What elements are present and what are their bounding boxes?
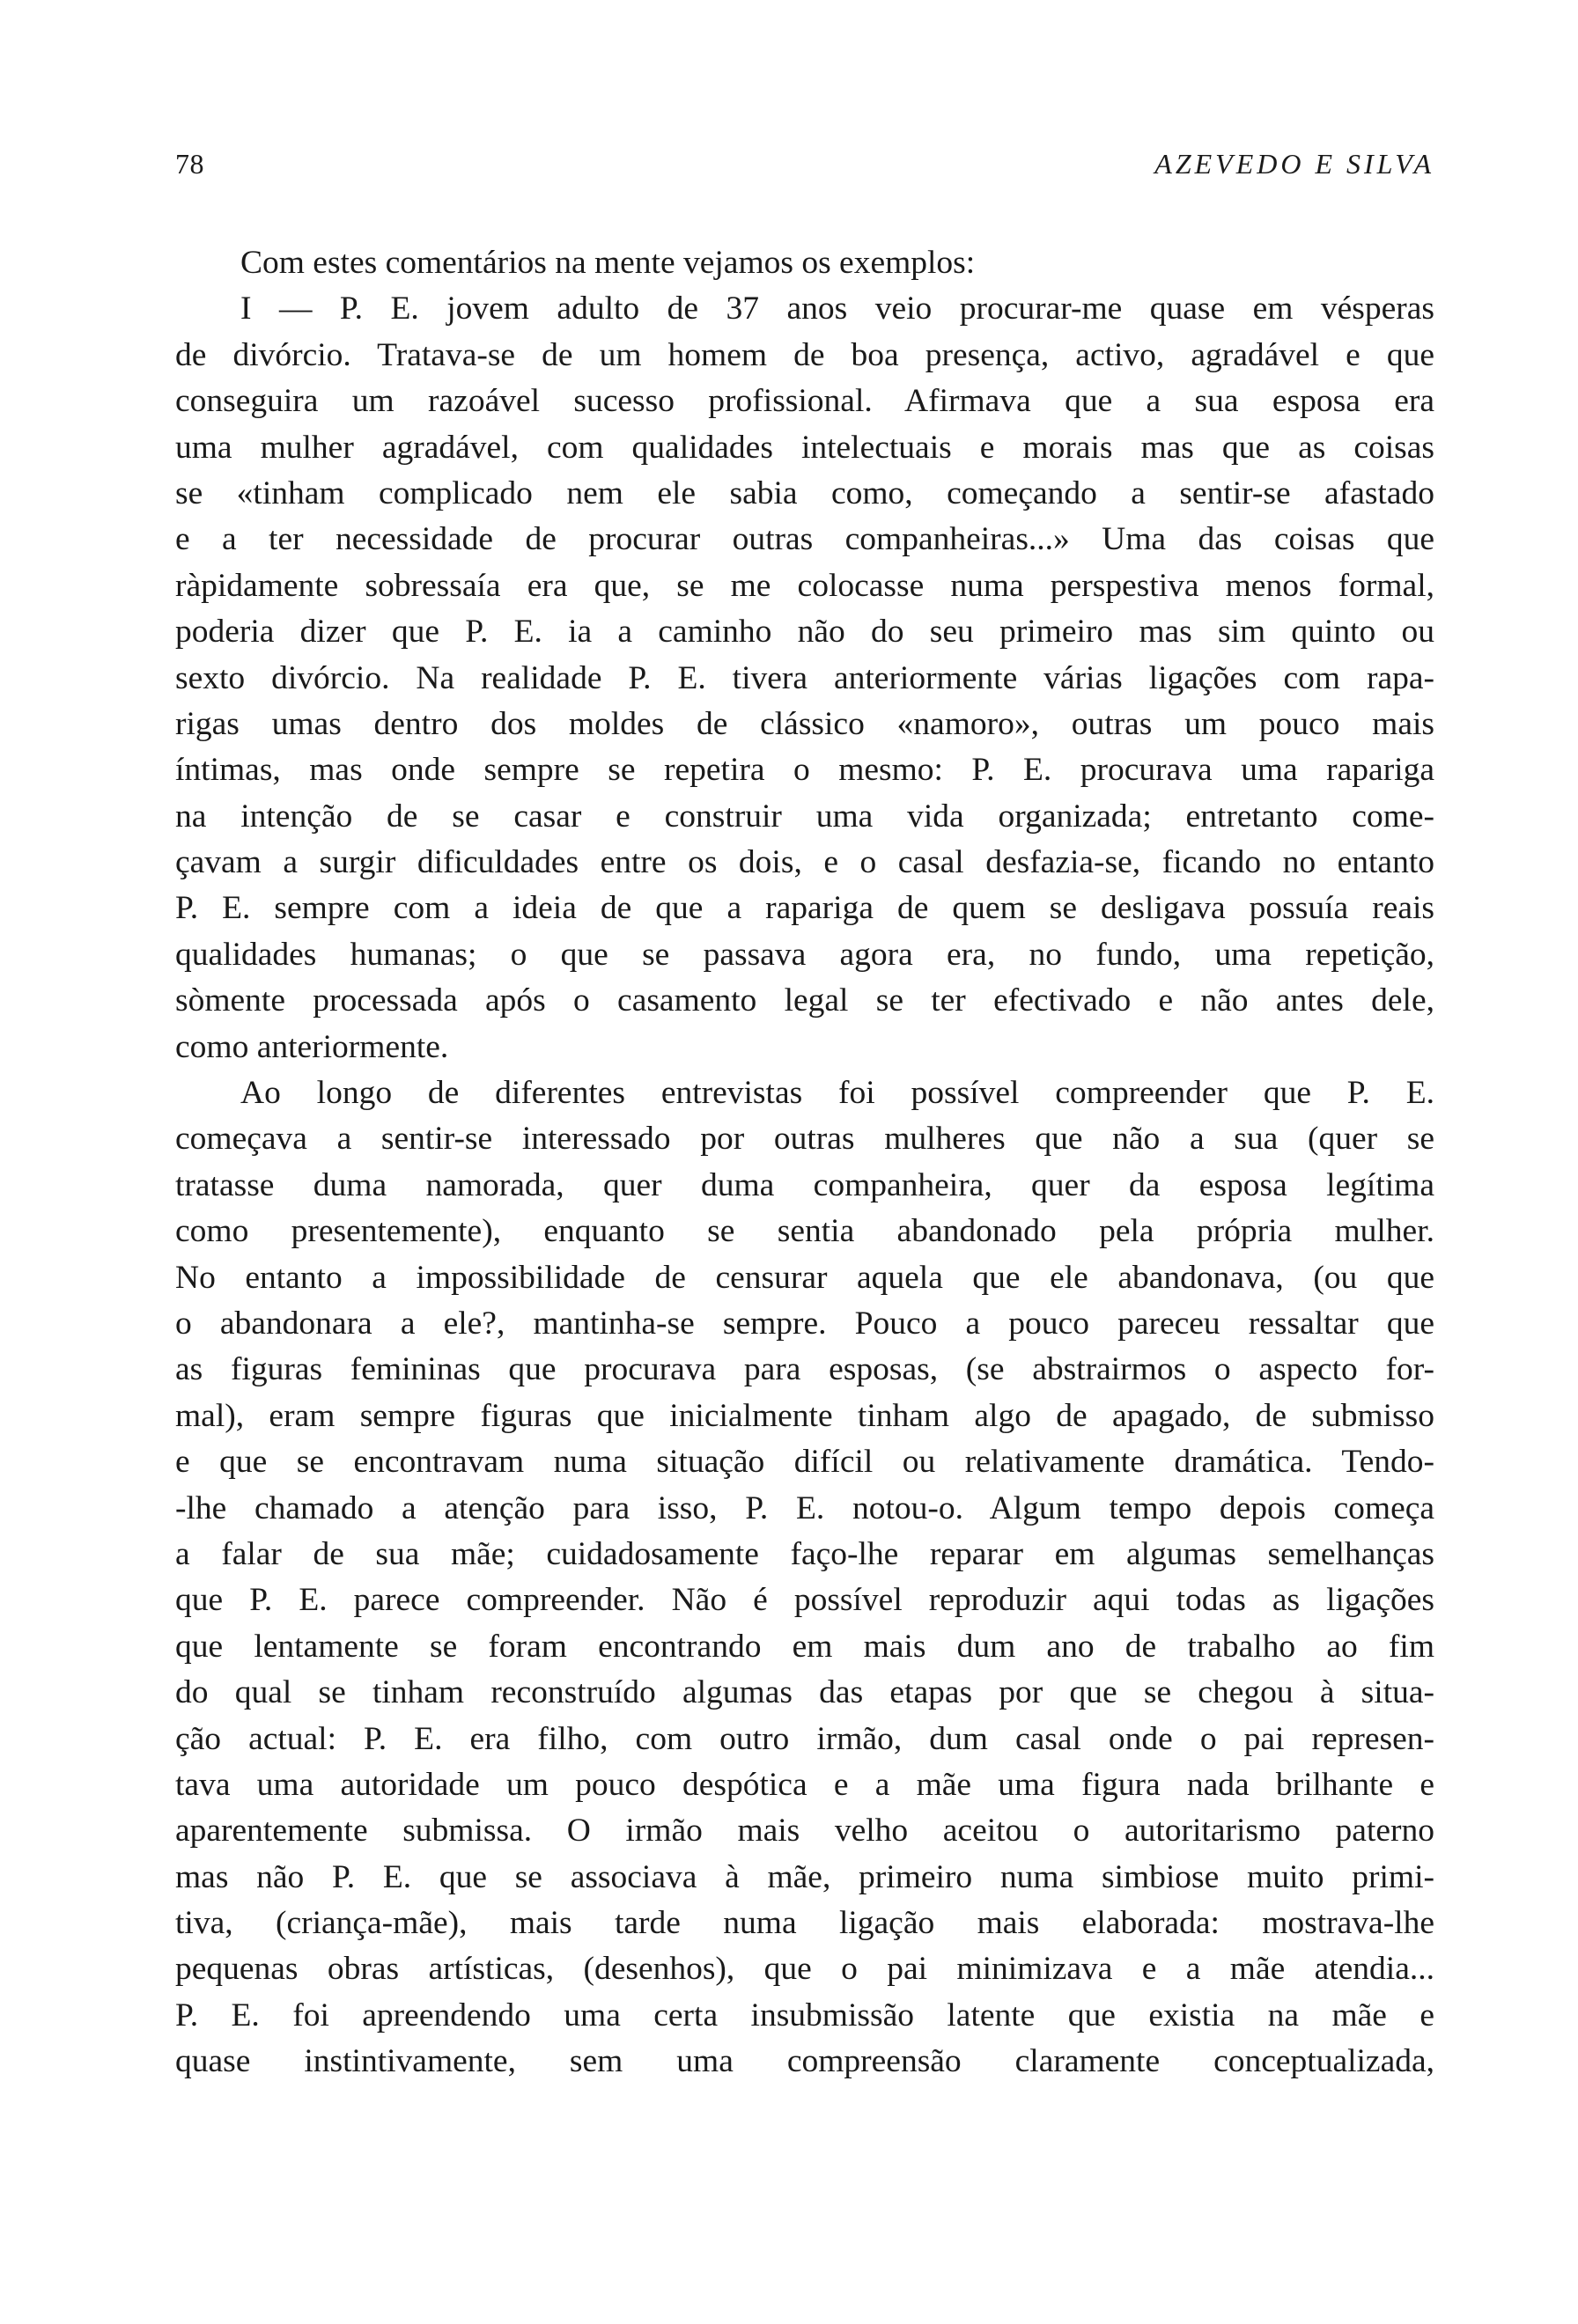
text-line: Ao longo de diferentes entrevistas foi possível compreender que P. E. [240, 1075, 1434, 1112]
text-line: mas não P. E. que se associava à mãe, primeiro numa simbiose muito primi- [175, 1858, 1434, 1895]
text-line: e que se encontravam numa situação difícil ou relativamente dramática. Tendo- [175, 1444, 1434, 1481]
text-line: que P. E. parece compreender. Não é possível reproduzir aqui todas as ligações [175, 1582, 1434, 1619]
text-line: P. E. sempre com a ideia de que a rapariga de quem se desligava possuía reais [175, 890, 1434, 927]
page-number: 78 [175, 148, 204, 180]
text-line: o abandonara a ele?, mantinha-se sempre. Pouco a pouco pareceu ressaltar que [175, 1305, 1434, 1342]
text-line: íntimas, mas onde sempre se repetira o mesmo: P. E. procurava uma rapariga [175, 752, 1434, 789]
text-line: a falar de sua mãe; cuidadosamente faço-lhe reparar em algumas semelhanças [175, 1535, 1434, 1572]
text-line: ràpidamente sobressaía era que, se me colocasse numa perspestiva menos formal, [175, 567, 1434, 604]
page-header [175, 148, 1434, 201]
text-line: como presentemente), enquanto se sentia abandonado pela própria mulher. [175, 1213, 1434, 1250]
text-line: que lentamente se foram encontrando em mais dum ano de trabalho ao fim [175, 1628, 1434, 1665]
text-line: tava uma autoridade um pouco despótica e a mãe uma figura nada brilhante e [175, 1766, 1434, 1803]
text-line: conseguira um razoável sucesso profissional. Afirmava que a sua esposa era [175, 383, 1434, 420]
text-line: na intenção de se casar e construir uma vida organizada; entretanto come- [175, 798, 1434, 835]
text-line: -lhe chamado a atenção para isso, P. E. notou-o. Algum tempo depois começa [175, 1489, 1434, 1526]
text-line: uma mulher agradável, com qualidades intelectuais e morais mas que as coisas [175, 429, 1434, 466]
text-line: sòmente processada após o casamento legal se ter efectivado e não antes dele, [175, 982, 1434, 1019]
text-line: sexto divórcio. Na realidade P. E. tivera anteriormente várias ligações com rapa- [175, 659, 1434, 696]
text-line: I — P. E. jovem adulto de 37 anos veio procurar-me quase em vésperas [240, 290, 1434, 327]
text-line: do qual se tinham reconstruído algumas das etapas por que se chegou à situa- [175, 1674, 1434, 1711]
text-line: se «tinham complicado nem ele sabia como, começando a sentir-se afastado [175, 474, 1434, 511]
text-line: quase instintivamente, sem uma compreensão claramente conceptualizada, [175, 2043, 1434, 2080]
text-line: çavam a surgir dificuldades entre os dois, e o casal desfazia-se, ficando no entanto [175, 844, 1434, 881]
text-line: pequenas obras artísticas, (desenhos), que o pai minimizava e a mãe atendia... [175, 1951, 1434, 1988]
text-line: No entanto a impossibilidade de censurar aquela que ele abandonava, (ou que [175, 1259, 1434, 1296]
text-line: Com estes comentários na mente vejamos os exemplos: [240, 245, 976, 281]
text-line: de divórcio. Tratava-se de um homem de boa presença, activo, agradável e que [175, 336, 1434, 373]
text-line: rigas umas dentro dos moldes de clássico «namoro», outras um pouco mais [175, 705, 1434, 742]
running-head: AZEVEDO E SILVA [1154, 148, 1434, 180]
text-line: começava a sentir-se interessado por outras mulheres que não a sua (quer se [175, 1121, 1434, 1158]
text-line: e a ter necessidade de procurar outras companheiras...» Uma das coisas que [175, 521, 1434, 558]
text-line: como anteriormente. [175, 1028, 449, 1065]
text-line: as figuras femininas que procurava para esposas, (se abstrairmos o aspecto for- [175, 1351, 1434, 1388]
body-text [175, 240, 1434, 2085]
text-line: aparentemente submissa. O irmão mais velho aceitou o autoritarismo paterno [175, 1813, 1434, 1850]
text-line: P. E. foi apreendendo uma certa insubmissão latente que existia na mãe e [175, 1997, 1434, 2034]
text-line: mal), eram sempre figuras que inicialmente tinham algo de apagado, de submisso [175, 1397, 1434, 1434]
text-line: ção actual: P. E. era filho, com outro irmão, dum casal onde o pai represen- [175, 1720, 1434, 1757]
text-line: poderia dizer que P. E. ia a caminho não do seu primeiro mas sim quinto ou [175, 614, 1434, 651]
text-line: qualidades humanas; o que se passava agora era, no fundo, uma repetição, [175, 936, 1434, 973]
text-line: tratasse duma namorada, quer duma companheira, quer da esposa legítima [175, 1166, 1434, 1203]
text-line: tiva, (criança-mãe), mais tarde numa ligação mais elaborada: mostrava-lhe [175, 1905, 1434, 1942]
